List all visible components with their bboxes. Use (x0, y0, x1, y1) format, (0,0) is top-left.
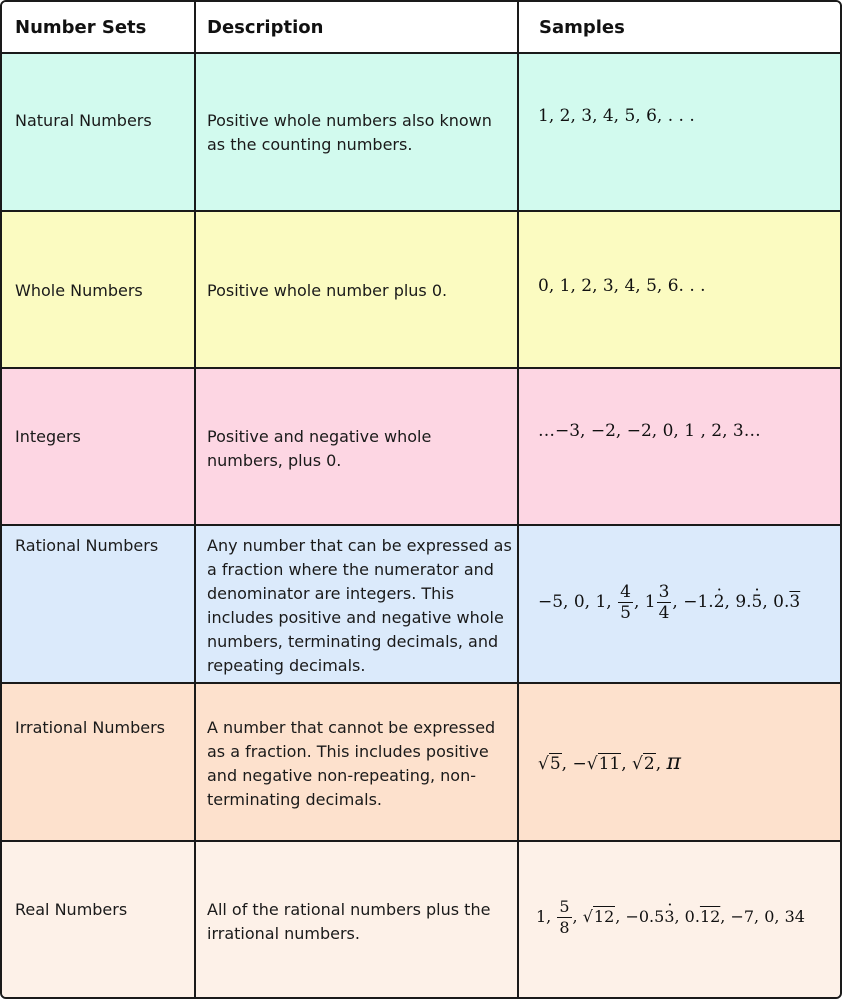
square-root: √5 (538, 754, 561, 774)
table-header (2, 2, 840, 54)
set-description: Positive whole number plus 0. (207, 281, 448, 300)
fraction: $\frac{3}{4}$ (658, 582, 670, 623)
set-name: Integers (15, 427, 81, 446)
set-description: A number that cannot be expressed as a fraction. This includes positive and negative non-repeating, non-terminating decimals. (207, 718, 496, 809)
set-description: Any number that can be expressed as a fraction where the numerator and denominator are integers. This includes positive and negative whole numbers, terminating decimals, and repeating decimals. (207, 536, 512, 675)
set-description: Positive whole numbers also known as the counting numbers. (207, 111, 492, 154)
table-row (2, 842, 840, 997)
set-samples: …−3, −2, −2, 0, 1 , 2, 3… (538, 421, 761, 441)
square-root: √11 (586, 754, 621, 774)
square-root: √12 (582, 907, 615, 926)
table-row (2, 684, 840, 842)
table-row (2, 54, 840, 212)
fraction: $\frac{5}{8}$ (559, 897, 570, 937)
set-name: Real Numbers (15, 900, 128, 919)
set-samples: −5, 0, 1, $\frac{4}{5}$ , 1 $\frac{3}{4}$ , −1.2 ·, 9.5 ·, 0.3 (538, 582, 800, 623)
set-description: All of the rational numbers plus the irrational numbers. (207, 900, 491, 943)
set-name: Irrational Numbers (15, 718, 165, 737)
set-name: Whole Numbers (15, 281, 143, 300)
table-row (2, 526, 840, 684)
fraction: $\frac{4}{5}$ (620, 582, 631, 623)
header-description: Description (207, 17, 324, 38)
table-row (2, 369, 840, 526)
set-samples: 1, 2, 3, 4, 5, 6, . . . (538, 106, 695, 126)
set-samples: 1, $\frac{5}{8}$ , √12, −0.53 ·, 0.12, −7, 0, 34 (536, 897, 805, 938)
set-name: Rational Numbers (15, 536, 159, 555)
square-root: √2 (632, 754, 655, 774)
set-samples: 0, 1, 2, 3, 4, 5, 6. . . (538, 276, 706, 296)
set-name: Natural Numbers (15, 111, 152, 130)
header-number-sets: Number Sets (15, 17, 147, 38)
header-samples: Samples (539, 17, 625, 38)
table-row (2, 212, 840, 369)
set-samples: √5, −√11, √2, π (538, 750, 681, 775)
set-description: Positive and negative whole numbers, plus 0. (207, 427, 432, 470)
pi-symbol: π (666, 750, 681, 775)
